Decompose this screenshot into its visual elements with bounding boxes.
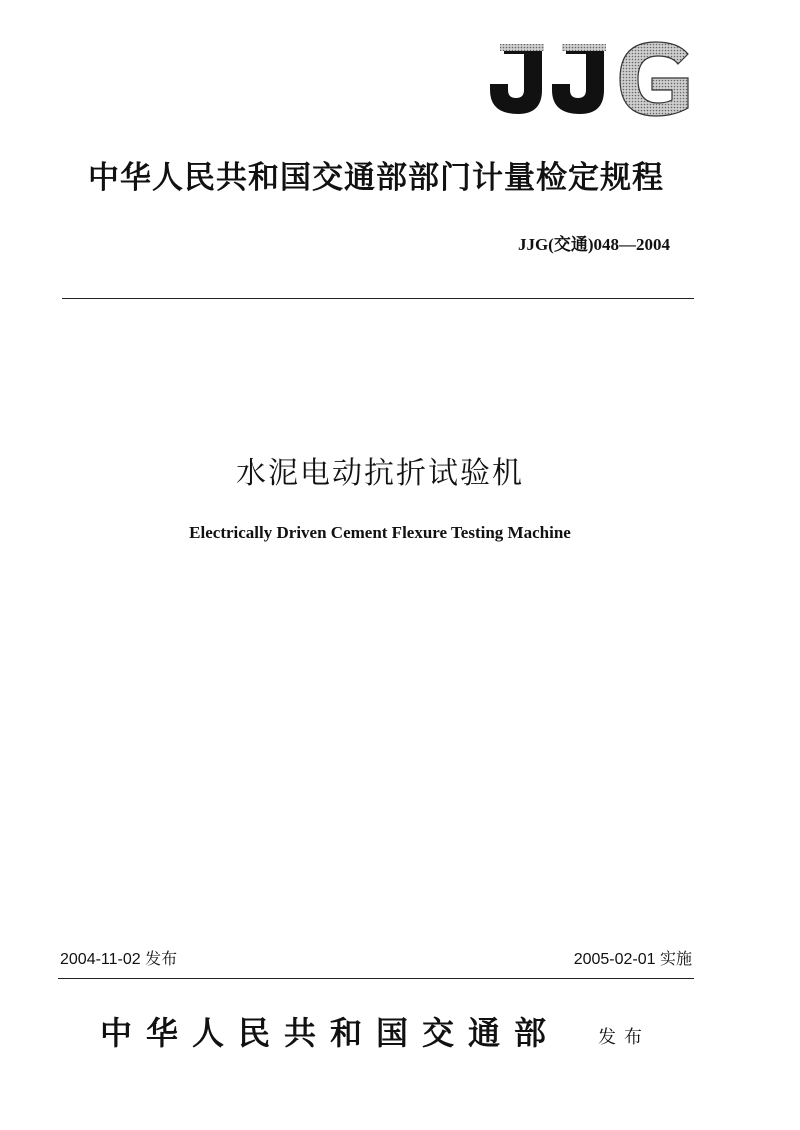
series-title: 中华人民共和国交通部部门计量检定规程 bbox=[88, 160, 664, 196]
top-divider bbox=[62, 298, 694, 299]
bottom-divider bbox=[58, 978, 694, 979]
document-title: 水泥电动抗折试验机 bbox=[236, 456, 524, 491]
jjg-logo-graphic bbox=[484, 40, 694, 118]
standard-number: JJG(交通)048—2004 bbox=[517, 235, 670, 254]
implementation-date: 2005-02-01 实施 bbox=[573, 951, 692, 968]
publisher-suffix: 发布 bbox=[598, 1027, 650, 1048]
issue-date: 2004-11-02 发布 bbox=[60, 951, 178, 968]
document-title-english: Electrically Driven Cement Flexure Testing Machine bbox=[189, 523, 571, 542]
publisher-name: 中华人民共和国交通部 bbox=[100, 1014, 561, 1052]
jjg-logo bbox=[484, 40, 694, 118]
